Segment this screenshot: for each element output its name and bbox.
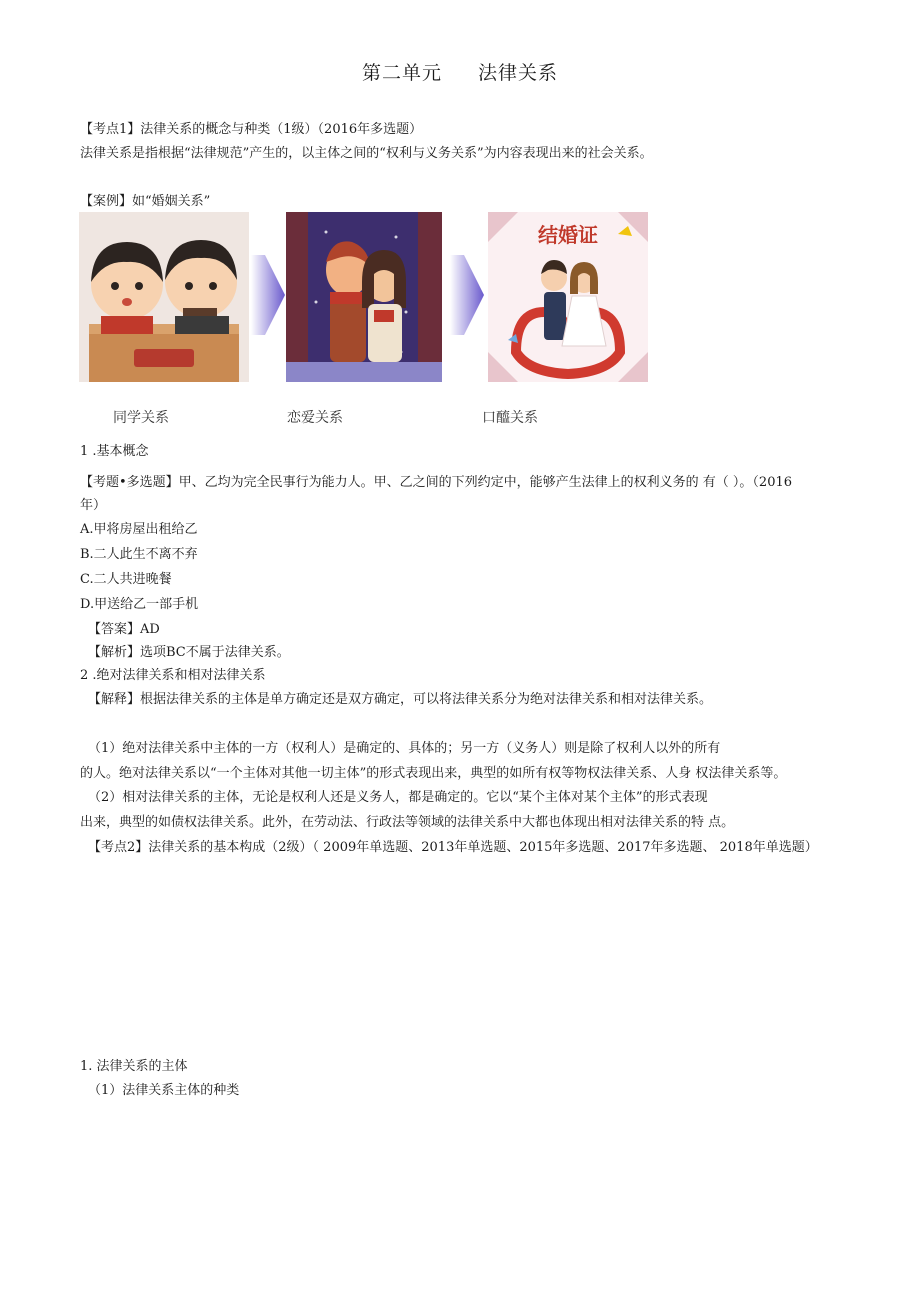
page-title bbox=[0, 58, 920, 85]
analysis: 【解析】选项BC不属于法律关系。 bbox=[88, 645, 290, 660]
kp1-definition: 法律关系是指根据“法律规范”产生的，以主体之间的“权利与义务关系”为内容表现出来的社会关系。 bbox=[80, 146, 653, 161]
option-a: A.甲将房屋出租给乙 bbox=[80, 522, 198, 537]
kp2-header: 【考点2】法律关系的基本构成（2级）（ 2009年单选题、2013年单选题、2015年多选题、2017年多选题、 2018年单选题） bbox=[88, 840, 818, 855]
question-line1: 【考题•多选题】甲、乙均为完全民事行为能力人。甲、乙之间的下列约定中，能够产生法律上的权利义务的 有（ ）。（2016 bbox=[80, 475, 793, 490]
section2-heading: 2 .绝对法律关系和相对法律关系 bbox=[80, 668, 266, 683]
option-c: C.二人共进晚餐 bbox=[80, 572, 172, 587]
section1-heading: 1 .基本概念 bbox=[80, 444, 149, 459]
section2-explain: 【解释】根据法律关系的主体是单方确定还是双方确定，可以将法律关系分为绝对法律关系和相对法律关系。 bbox=[88, 692, 713, 707]
absolute-relation-line1: （1）绝对法律关系中主体的一方（权利人）是确定的、具体的；另一方（义务人）则是除了权利人以外的所有 bbox=[88, 741, 721, 756]
unit-name: 法律关系 bbox=[478, 62, 559, 84]
answer: 【答案】AD bbox=[88, 622, 160, 637]
relative-relation-line2: 出来，典型的如债权法律关系。此外，在劳动法、行政法等领域的法律关系中大都也体现出相对法律关系的特 点。 bbox=[80, 815, 735, 830]
section3-sub: （1）法律关系主体的种类 bbox=[88, 1083, 240, 1098]
case-label: 【案例】如“婚姻关系” bbox=[80, 194, 211, 209]
absolute-relation-line2: 的人。绝对法律关系以“一个主体对其他一切主体”的形式表现出来，典型的如所有权等物权法律关系、人身 权法律关系等。 bbox=[80, 766, 787, 781]
marriage-certificate-image bbox=[488, 212, 648, 382]
caption-romance: 恋爱关系 bbox=[287, 410, 343, 426]
kp1-header: 【考点1】法律关系的概念与种类（1级）（2016年多选题） bbox=[80, 122, 423, 137]
caption-marriage: 口醯关系 bbox=[482, 410, 538, 426]
option-b: B.二人此生不离不弃 bbox=[80, 547, 198, 562]
caption-classmates: 同学关系 bbox=[113, 410, 169, 426]
relative-relation-line1: （2）相对法律关系的主体，无论是权利人还是义务人，都是确定的。它以“某个主体对某个主体”的形式表现 bbox=[88, 790, 708, 805]
question-line2: 年） bbox=[80, 498, 107, 513]
arrow-right-icon bbox=[251, 245, 285, 345]
arrow-right-icon bbox=[450, 245, 484, 345]
certificate-banner: 结婚证 bbox=[538, 223, 598, 247]
option-d: D.甲送给乙一部手机 bbox=[80, 597, 199, 612]
section3-heading: 1. 法律关系的主体 bbox=[80, 1059, 188, 1074]
romance-image bbox=[286, 212, 442, 382]
classmates-image bbox=[79, 212, 249, 382]
unit-label: 第二单元 bbox=[361, 62, 442, 84]
